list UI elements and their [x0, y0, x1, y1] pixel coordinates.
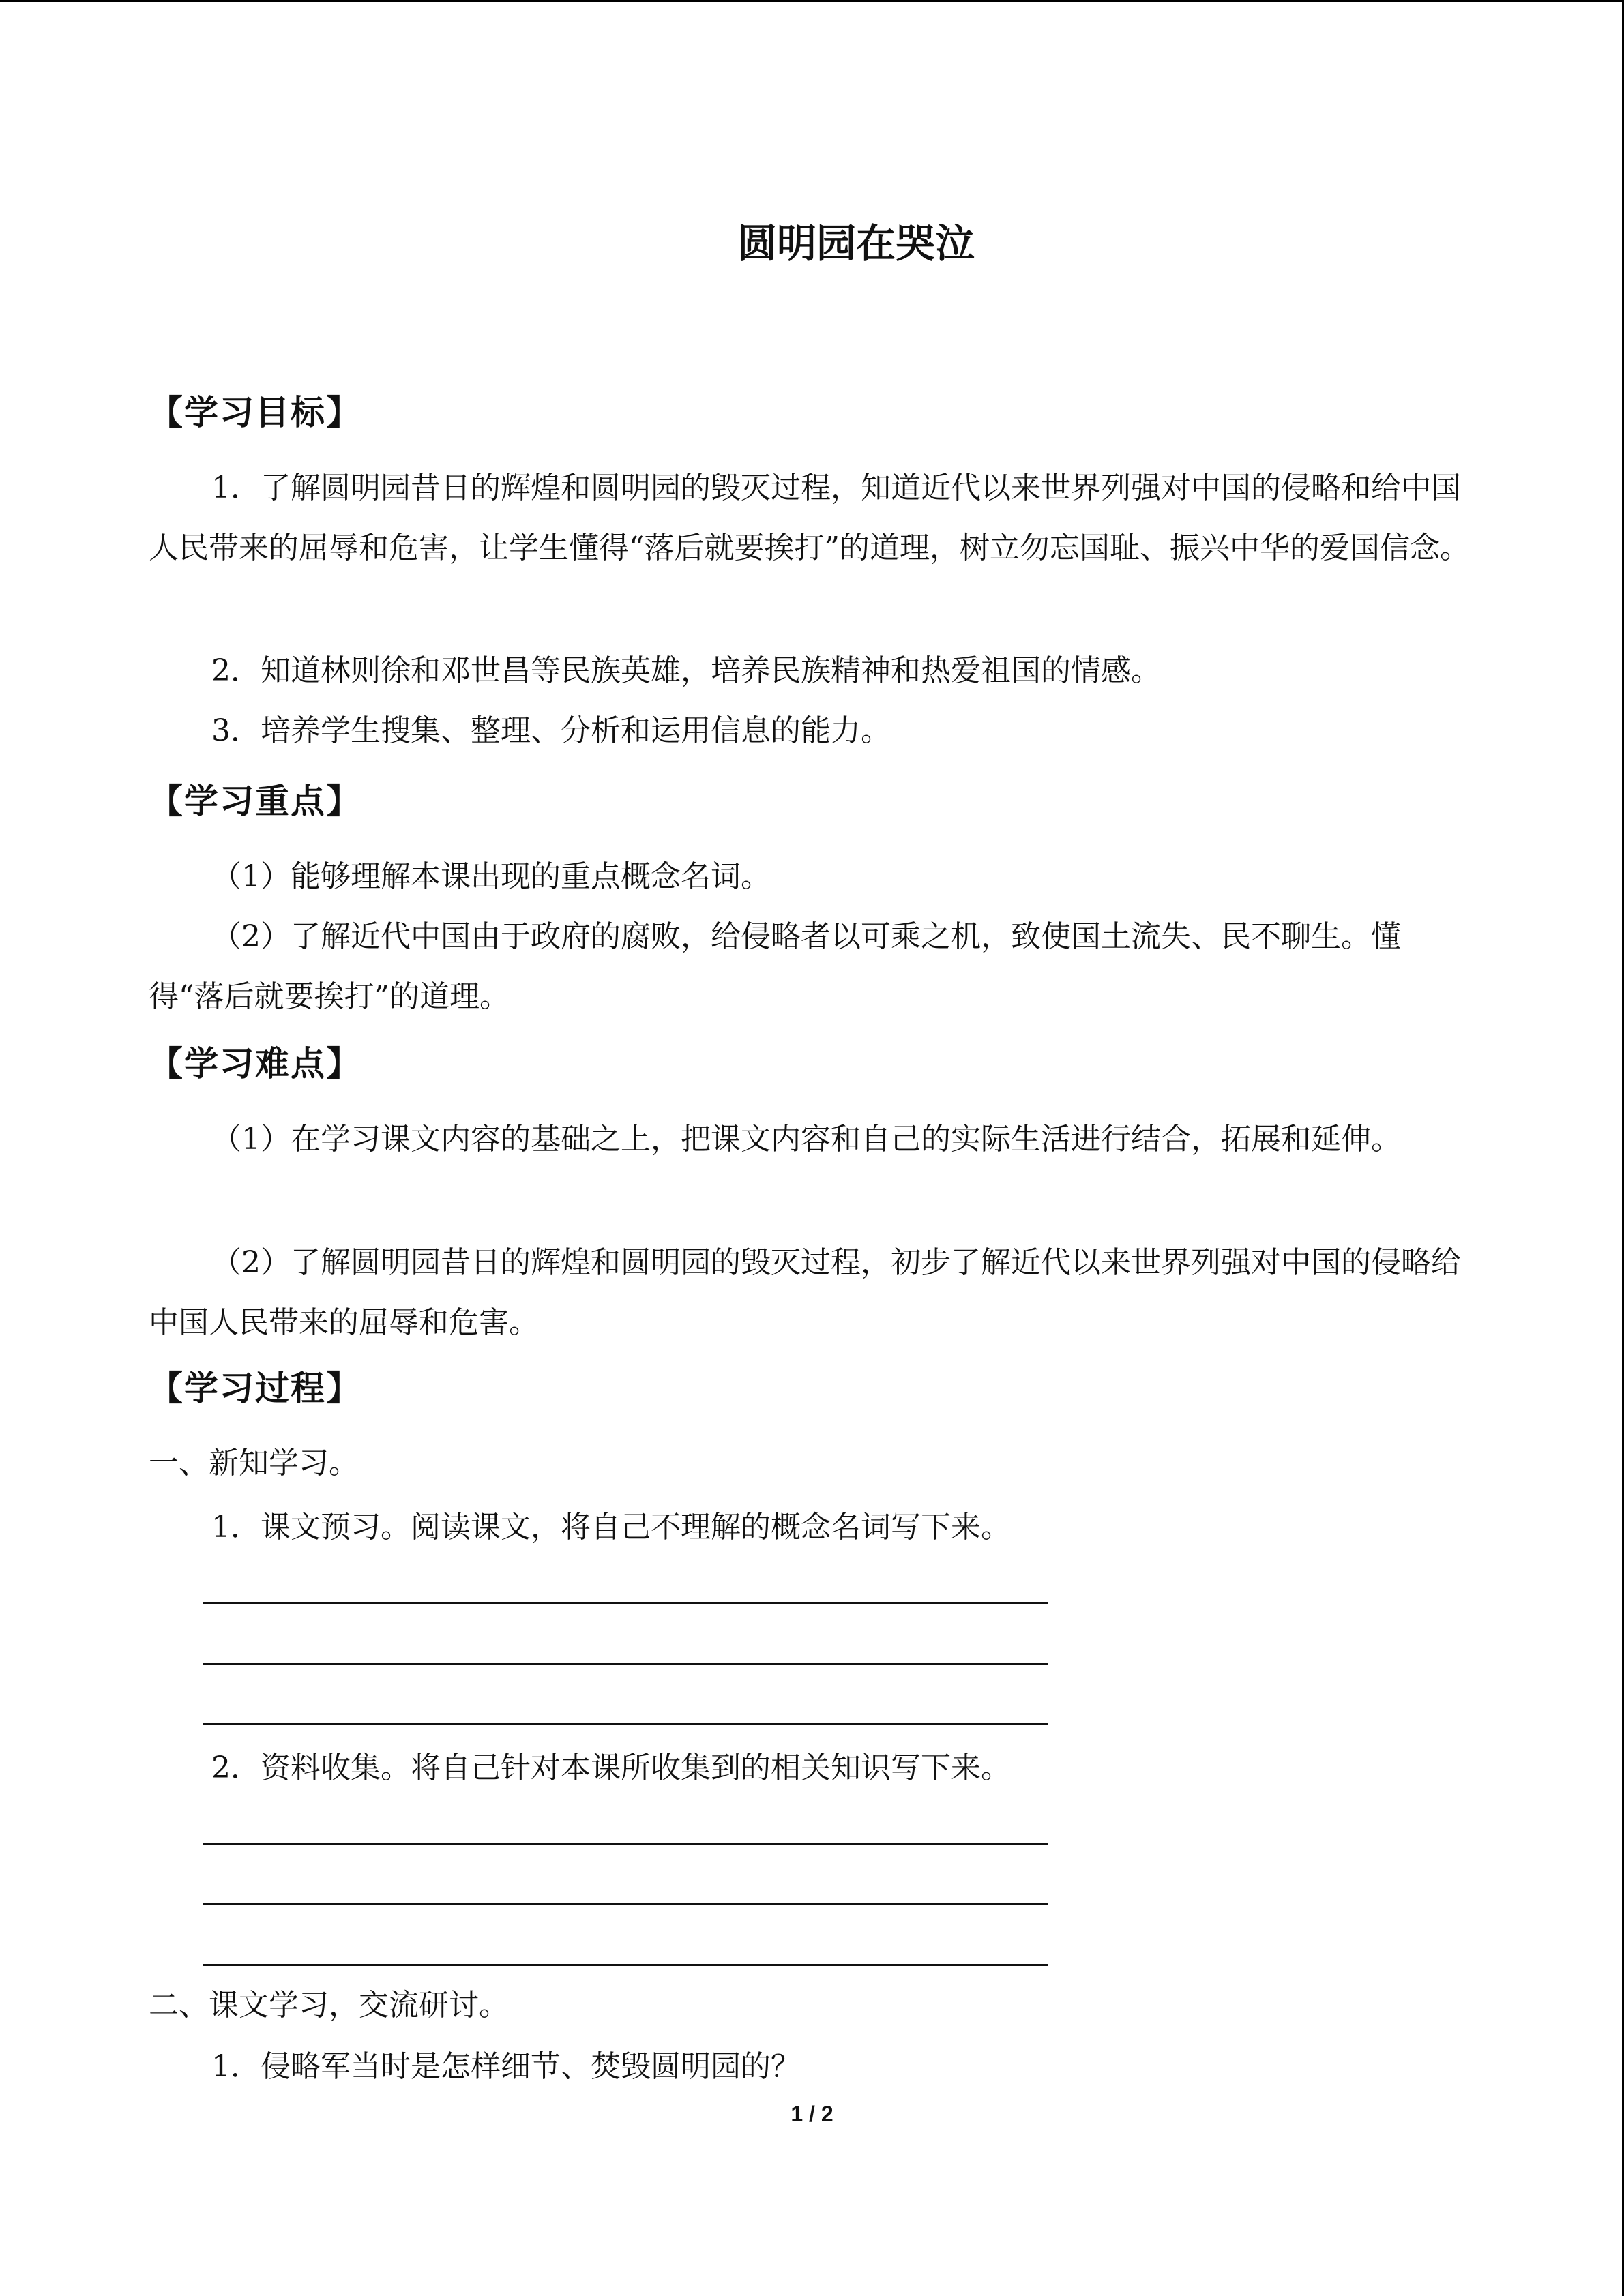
- answer-line[interactable]: [203, 1663, 1048, 1665]
- page-title: 圆明园在哭泣: [737, 220, 975, 267]
- question-item-1: 1．侵略军当时是怎样细节、焚毁圆明园的？: [211, 2049, 801, 2084]
- key-points-heading: 【学习重点】: [149, 781, 361, 821]
- goal-item-3: 3．培养学生搜集、整理、分析和运用信息的能力。: [211, 713, 891, 748]
- section-text-study: 二、课文学习，交流研讨。: [149, 1988, 509, 2023]
- key-point-item-1: （1）能够理解本课出现的重点概念名词。: [211, 859, 771, 894]
- task-preview: 1．课文预习。阅读课文，将自己不理解的概念名词写下来。: [211, 1510, 1011, 1545]
- page-top-border: [0, 0, 1624, 2]
- answer-line[interactable]: [203, 1964, 1048, 1966]
- answer-line[interactable]: [203, 1843, 1048, 1845]
- goal-item-1: 1．了解圆明园昔日的辉煌和圆明园的毁灭过程，知道近代以来世界列强对中国的侵略和给中国人民带来的屈辱和危害，让学生懂得“落后就要挨打”的道理，树立勿忘国耻、振兴中华的爱国信念。: [149, 471, 1470, 565]
- difficulty-item-1: （1）在学习课文内容的基础之上，把课文内容和自己的实际生活进行结合，拓展和延伸。: [211, 1122, 1401, 1157]
- answer-line[interactable]: [203, 1903, 1048, 1905]
- process-heading: 【学习过程】: [149, 1369, 361, 1408]
- section-new-knowledge: 一、新知学习。: [149, 1446, 359, 1480]
- page-number: 1 / 2: [791, 2102, 833, 2126]
- goal-item-2: 2．知道林则徐和邓世昌等民族英雄，培养民族精神和热爱祖国的情感。: [211, 653, 1161, 688]
- difficulties-heading: 【学习难点】: [149, 1044, 361, 1084]
- key-point-item-2: （2）了解近代中国由于政府的腐败，给侵略者以可乘之机，致使国土流失、民不聊生。懂得“落后就要挨打”的道理。: [149, 919, 1401, 1014]
- task-material-collection: 2．资料收集。将自己针对本课所收集到的相关知识写下来。: [211, 1750, 1011, 1785]
- answer-line[interactable]: [203, 1602, 1048, 1604]
- goals-heading: 【学习目标】: [149, 393, 361, 432]
- difficulty-item-2: （2）了解圆明园昔日的辉煌和圆明园的毁灭过程，初步了解近代以来世界列强对中国的侵略给中国人民带来的屈辱和危害。: [149, 1245, 1461, 1340]
- answer-line[interactable]: [203, 1723, 1048, 1725]
